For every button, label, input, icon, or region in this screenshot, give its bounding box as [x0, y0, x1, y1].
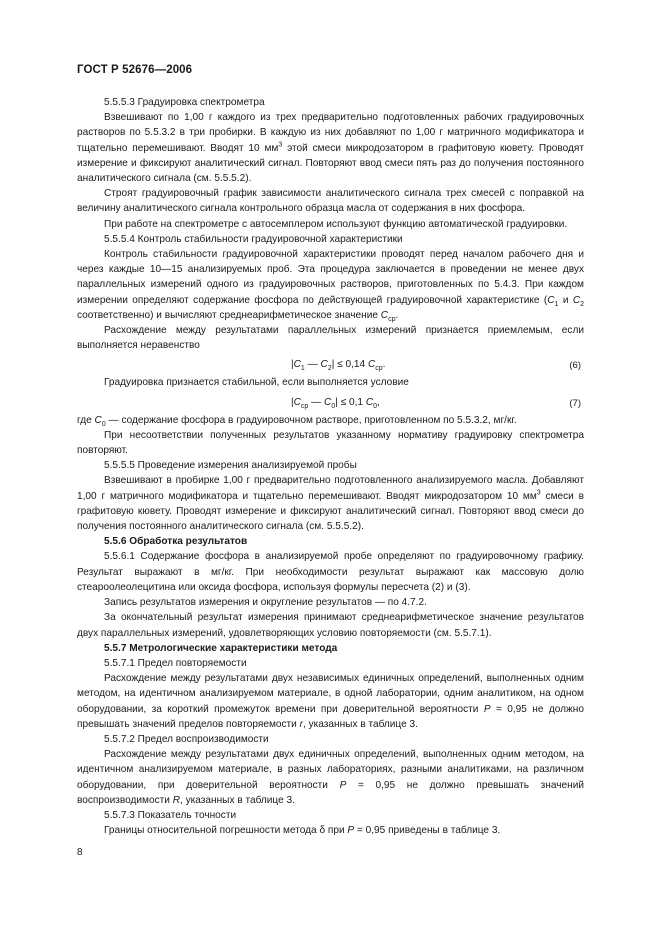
- paragraph: При несоответствии полученных результатов указанному нормативу градуировку спектрометра повторяют.: [77, 429, 584, 457]
- paragraph: Градуировка признается стабильной, если выполняется условие: [104, 377, 409, 389]
- paragraph: 5.5.6.1 Содержание фосфора в анализируемой пробе определяют по градуировочному графику. Результат выражают в мг/кг. При необходимости результат выражают как массовую долю стеароолеолецитина или оксида фосфора, используя формулы пересчета (2) и (3).: [77, 551, 584, 593]
- equation-number-7: (7): [569, 397, 581, 409]
- section-title-5-5-5-3: 5.5.5.3 Градуировка спектрометра: [104, 97, 265, 108]
- paragraph: Запись результатов измерения и округление результатов — по 4.7.2.: [104, 597, 427, 609]
- paragraph: За окончательный результат измерения принимают среднеарифметическое значение результатов двух параллельных измерений, удовлетворяющих условию повторяемости (см. 5.5.7.1).: [77, 612, 584, 639]
- paragraph: Взвешивают по 1,00 г каждого из трех предварительно подготовленных рабочих градуировочных растворов по 5.5.3.2 в три пробирки. В каждую из них добавляют по 1,00 г матричного модификатора и тщательно перемешивают. Вводят 10 $мм^3$ этой смеси микродозатором в графитовую кювету. Проводят измерение и фиксируют аналитический сигнал. Повторяют ввод смеси пять раз до получения постоянного аналитического сигнала (см. 5.5.5.2).: [77, 112, 585, 185]
- section-heading-5-5-7: 5.5.7 Метрологические характеристики метода: [104, 642, 338, 654]
- section-title-5-5-7-3: 5.5.7.3 Показатель точности: [104, 809, 237, 821]
- section-title-5-5-7-1: 5.5.7.1 Предел повторяемости: [104, 657, 247, 669]
- paragraph: Строят градуировочный график зависимости аналитического сигнала трех смесей с поправкой на величину аналитического сигнала контрольного образца масла от содержания в них фосфора.: [77, 188, 584, 215]
- paragraph: При работе на спектрометре с автосемплером используют функцию автоматической градуировки.: [104, 218, 568, 230]
- section-heading-5-5-6: 5.5.6 Обработка результатов: [104, 536, 248, 548]
- paragraph: Взвешивают в пробирке 1,00 г предварительно подготовленного анализируемого масла. Добавляют 1,00 г матричного модификатора и тщательно перемешивают. Вводят микродозатором 10 $мм^3$ смеси в графитовую кювету. Проводят измерение и фиксируют аналитический сигнал. Повторяют ввод смеси до получения постоянного аналитического сигнала (см. 5.5.5.2).: [77, 475, 584, 533]
- formula-explanation: где $C_0$ — содержание фосфора в градуировочном растворе, приготовленном по 5.5.3.2, мг/кг.: [77, 414, 517, 428]
- section-title-5-5-5-4: 5.5.5.4 Контроль стабильности градуировочной характеристики: [104, 233, 403, 245]
- equation-number-6: (6): [569, 360, 581, 372]
- paragraph: Расхождение между результатами двух независимых единичных определений, выполненных одним методом, на идентичном анализируемом материале, в одной лаборатории, одним аналитиком, на одном оборудовании, за короткий промежуток времени при доверительной вероятности P = 0,95 не должно превышать значений пределов повторяемости r, указанных в таблице 3.: [77, 673, 584, 730]
- paragraph: Расхождение между результатами параллельных измерений признается приемлемым, если выполняется неравенство: [77, 325, 584, 352]
- paragraph: Границы относительной погрешности метода δ при P = 0,95 приведены в таблице 3.: [104, 825, 501, 837]
- document-header: ГОСТ Р 52676—2006: [77, 64, 193, 76]
- page-number: 8: [77, 847, 83, 858]
- formula-7: [77, 394, 584, 411]
- document-body: [77, 95, 584, 838]
- paragraph: Контроль стабильности градуировочной характеристики проводят перед началом рабочего дня и через каждые 10—15 анализируемых проб. Эта процедура заключается в проведении не менее двух параллельных измерений одного из градуировочных растворов, приготовленных по 5.4.3. При каждом измерении определяют содержание фосфора по действующей градуировочной характеристике ($C_1$ и $C_2$ соответственно) и вычисляют среднеарифметическое значение $C_{ср}$.: [77, 249, 585, 323]
- section-title-5-5-5-5: 5.5.5.5 Проведение измерения анализируемой пробы: [104, 460, 357, 472]
- formula-7-expression: $|C_{ср}$ — $C_0| \le 0,1$ $C_0$,: [291, 396, 380, 410]
- section-title-5-5-7-2: 5.5.7.2 Предел воспроизводимости: [104, 733, 269, 745]
- formula-6-expression: $|C_1$ — $C_2| \le 0,14$ $C_{ср}$.: [291, 359, 386, 373]
- paragraph: Расхождение между результатами двух единичных определений, выполненных одним методом, на идентичном анализируемом материале, в разных лабораториях, разными аналитиками, на различном оборудовании, при доверительной вероятности P = 0,95 не должно превышать значений воспроизводимости R, указанных в таблице 3.: [77, 749, 584, 806]
- formula-6: [77, 356, 584, 373]
